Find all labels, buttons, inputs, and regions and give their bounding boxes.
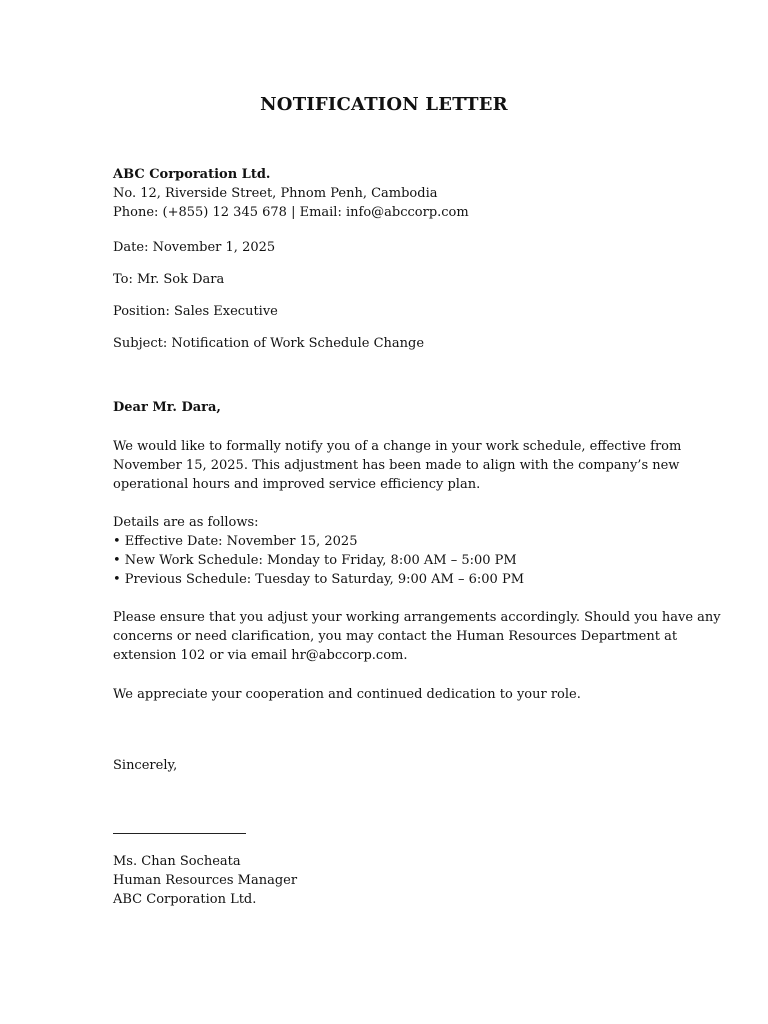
details-heading: Details are as follows: [113, 515, 259, 530]
letter-date: Date: November 1, 2025 [113, 240, 276, 255]
body-para2-line: Please ensure that you adjust your working arrangements accordingly. Should you have any [113, 610, 721, 625]
sender-company: ABC Corporation Ltd. [113, 167, 271, 182]
closing: Sincerely, [113, 758, 178, 773]
body-para1-line: We would like to formally notify you of a change in your work schedule, effective from [113, 439, 682, 454]
signatory-title: Human Resources Manager [113, 873, 298, 888]
body-para2-line: extension 102 or via email hr@abccorp.com. [113, 648, 408, 663]
details-item: • Effective Date: November 15, 2025 [113, 534, 358, 549]
signature-line [113, 833, 246, 834]
sender-contact: Phone: (+855) 12 345 678 | Email: info@abccorp.com [113, 205, 469, 220]
details-item: • New Work Schedule: Monday to Friday, 8:00 AM – 5:00 PM [113, 553, 517, 568]
signatory-name: Ms. Chan Socheata [113, 854, 241, 869]
sender-address: No. 12, Riverside Street, Phnom Penh, Cambodia [113, 186, 438, 201]
salutation: Dear Mr. Dara, [113, 400, 221, 415]
body-para2-line: concerns or need clarification, you may contact the Human Resources Department at [113, 629, 678, 644]
recipient-position: Position: Sales Executive [113, 304, 278, 319]
body-para1-line: operational hours and improved service efficiency plan. [113, 477, 481, 492]
body-para3: We appreciate your cooperation and continued dedication to your role. [113, 687, 581, 702]
letter-subject: Subject: Notification of Work Schedule Change [113, 336, 425, 351]
page-title: NOTIFICATION LETTER [260, 94, 508, 115]
recipient-line: To: Mr. Sok Dara [113, 272, 225, 287]
details-item: • Previous Schedule: Tuesday to Saturday, 9:00 AM – 6:00 PM [113, 572, 525, 587]
signatory-company: ABC Corporation Ltd. [113, 892, 257, 907]
body-para1-line: November 15, 2025. This adjustment has been made to align with the company’s new [113, 458, 680, 473]
